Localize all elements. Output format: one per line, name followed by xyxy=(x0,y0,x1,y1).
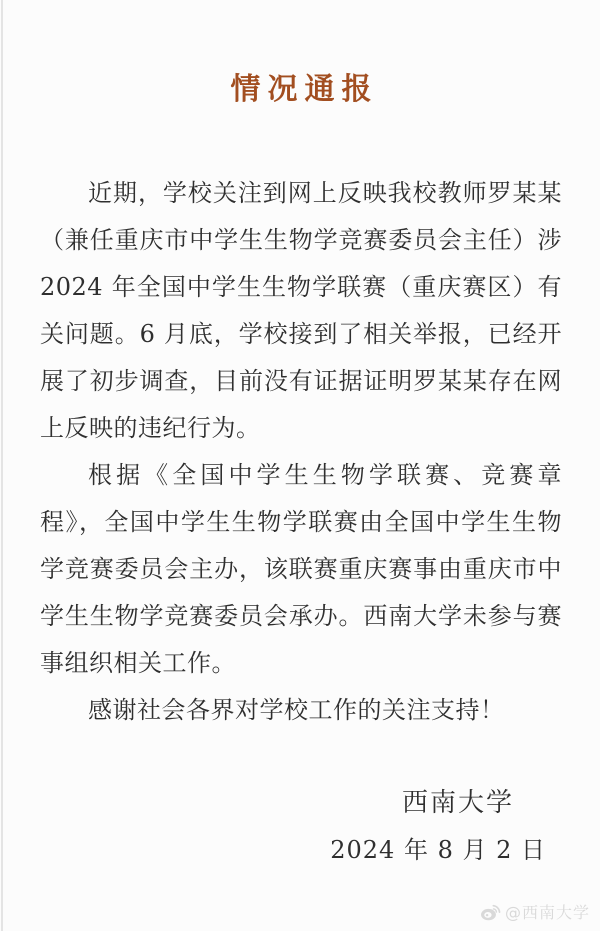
signature-name: 西南大学 xyxy=(401,788,514,818)
weibo-icon xyxy=(480,903,501,921)
notice-paragraph-1: 近期，学校关注到网上反映我校教师罗某某（兼任重庆市中学生生物学竞赛委员会主任）涉2024 年全国中学生生物学联赛（重庆赛区）有关问题。6 月底，学校接到了相关举报，已经开展了初步调查，目前没有证据证明罗某某存在网上反映的违纪行为。 xyxy=(40,179,562,442)
signature-block xyxy=(40,780,562,874)
signature-date: 2024 年 8 月 2 日 xyxy=(330,836,546,864)
weibo-watermark xyxy=(480,900,590,923)
notice-paragraph-2: 根据《全国中学生生物学联赛、竞赛章程》，全国中学生生物学联赛由全国中学生生物学竞赛委员会主办，该联赛重庆赛事由重庆市中学生生物学竞赛委员会承办。西南大学未参与赛事组织相关工作。 xyxy=(40,461,562,677)
notice-title: 情况通报 xyxy=(230,72,379,107)
notice-body xyxy=(40,170,562,734)
notice-paragraph-3: 感谢社会各界对学校工作的关注支持！ xyxy=(88,696,505,724)
watermark-label: @西南大学 xyxy=(504,903,590,922)
